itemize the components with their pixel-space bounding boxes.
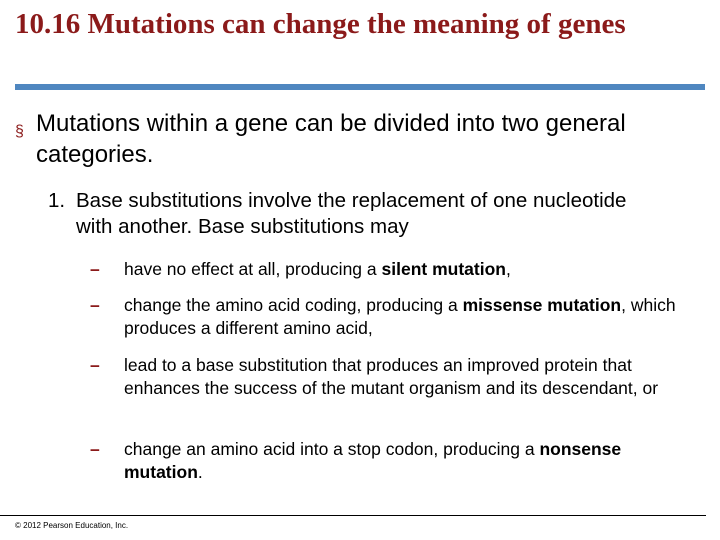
sub-item-text: change an amino acid into a stop codon, producing a nonsense mutation. [124,439,622,482]
footer-divider [0,515,706,516]
main-bullet [15,108,665,170]
sub-item-improved-protein [90,354,690,400]
sub-item-text: change the amino acid coding, producing a missense mutation, which produces a different amino acid, [124,295,676,338]
dash-bullet-icon: – [90,259,100,279]
title-divider-bar [15,84,705,90]
dash-bullet-icon: – [90,295,100,315]
square-bullet-icon: § [15,123,24,140]
sub-item-text: lead to a base substitution that produces an improved protein that enhances the success of the mutant organism and its descendant, or [124,355,659,398]
term-missense-mutation: missense mutation [462,295,622,315]
dash-bullet-icon: – [90,355,100,375]
sub-item-nonsense [90,438,690,484]
copyright-notice: © 2012 Pearson Education, Inc. [15,521,129,530]
sub-item-text: have no effect at all, producing a silent mutation, [124,259,511,279]
term-silent-mutation: silent mutation [381,259,506,279]
dash-bullet-icon: – [90,439,100,459]
slide-title: 10.16 Mutations can change the meaning of genes [15,8,626,40]
item-number: 1. [48,189,66,212]
numbered-item [48,188,648,240]
numbered-item-text: Base substitutions involve the replacement of one nucleotide with another. Base substitutions may [76,189,627,238]
main-bullet-text: Mutations within a gene can be divided into two general categories. [36,110,626,168]
term-nonsense-mutation: nonsense mutation [124,439,622,482]
sub-item-missense [90,294,690,340]
sub-item-silent [90,258,690,281]
